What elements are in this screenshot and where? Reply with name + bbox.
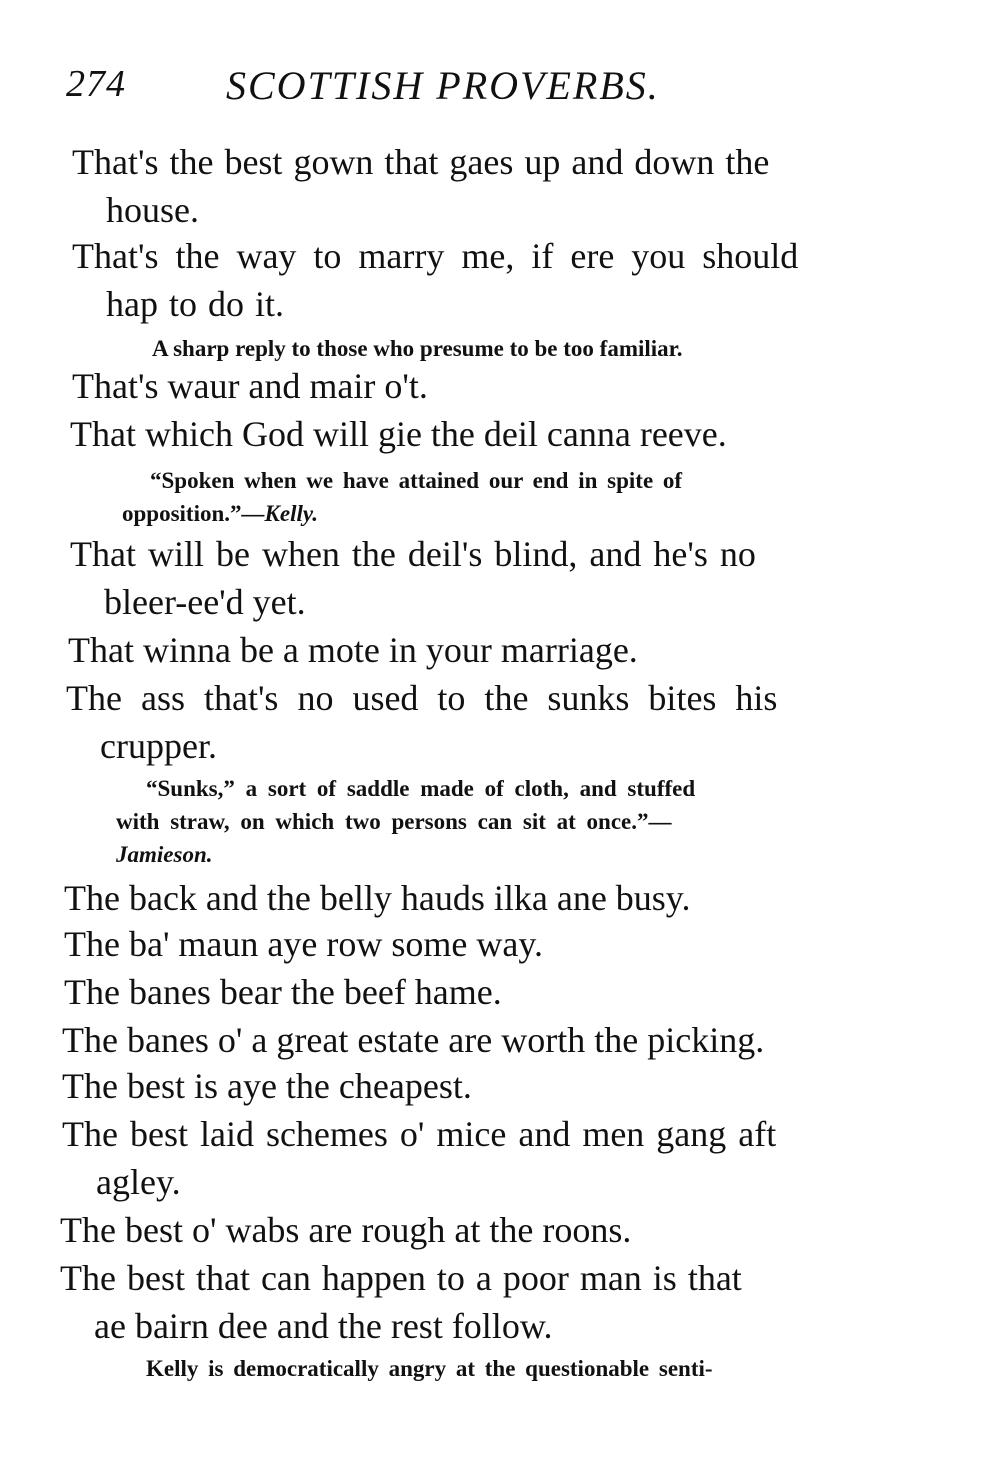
proverb-line: The best laid schemes o' mice and men gang aft (62, 1114, 777, 1154)
proverb-entry (62, 1110, 776, 1206)
proverb-entry (64, 874, 690, 922)
proverb-entry (60, 1206, 631, 1254)
note-text: Kelly is democratically angry at the questionable senti- (146, 1356, 713, 1381)
proverb-line: The best is aye the cheapest. (62, 1066, 472, 1106)
note-text: “Spoken when we have attained our end in spite of (150, 468, 683, 493)
note-text: with straw, on which two persons can sit at once.”— (116, 809, 672, 834)
proverb-entry (68, 626, 638, 674)
running-head: SCOTTISH PROVERBS. (226, 63, 660, 108)
proverb-line: That winna be a mote in your marriage. (68, 630, 638, 670)
proverb-continuation: hap to do it. (106, 284, 284, 324)
note-text: opposition.” (122, 501, 242, 526)
proverb-continuation: agley. (96, 1162, 181, 1202)
commentary-note (146, 1352, 713, 1385)
proverb-line: The ba' maun aye row some way. (64, 924, 543, 964)
proverb-entry (72, 232, 832, 328)
proverb-entry (66, 674, 777, 770)
proverb-continuation: house. (106, 190, 199, 230)
proverb-line: The best that can happen to a poor man is that (60, 1258, 742, 1298)
note-text: “Sunks,” a sort of saddle made of cloth, and stuffed (146, 776, 696, 801)
note-text: A sharp reply to those who presume to be too familiar. (152, 336, 683, 361)
proverb-line: The back and the belly hauds ilka ane busy. (64, 878, 691, 918)
proverb-line: The banes bear the beef hame. (64, 972, 502, 1012)
proverb-line: That's the way to marry me, if ere you should (72, 236, 799, 276)
proverb-entry (70, 530, 756, 626)
proverb-entry (64, 920, 543, 968)
proverb-entry (72, 362, 428, 410)
proverb-entry (62, 1016, 764, 1064)
proverb-line: That which God will gie the deil canna reeve. (70, 414, 727, 454)
proverb-line: That will be when the deil's blind, and he's no (70, 534, 756, 574)
commentary-note (116, 772, 695, 871)
proverb-entry (72, 138, 832, 234)
proverb-entry (64, 968, 502, 1016)
proverb-entry (70, 410, 727, 458)
proverb-line: The banes o' a great estate are worth the picking. (62, 1020, 765, 1060)
proverb-line: That's the best gown that gaes up and down the (72, 142, 770, 182)
proverb-line: The ass that's no used to the sunks bites his (66, 678, 778, 718)
page-header (66, 62, 946, 122)
note-attribution: Jamieson. (116, 842, 213, 867)
proverb-entry (62, 1062, 472, 1110)
proverb-entry (60, 1254, 742, 1350)
proverb-continuation: crupper. (100, 726, 217, 766)
proverb-continuation: bleer-ee'd yet. (104, 582, 306, 622)
proverb-continuation: ae bairn dee and the rest follow. (94, 1306, 553, 1346)
page-number: 274 (66, 63, 126, 105)
proverb-line: The best o' wabs are rough at the roons. (60, 1210, 632, 1250)
proverb-line: That's waur and mair o't. (72, 366, 428, 406)
note-attribution: —Kelly. (241, 501, 318, 526)
commentary-note (122, 464, 682, 530)
commentary-note (152, 332, 683, 365)
